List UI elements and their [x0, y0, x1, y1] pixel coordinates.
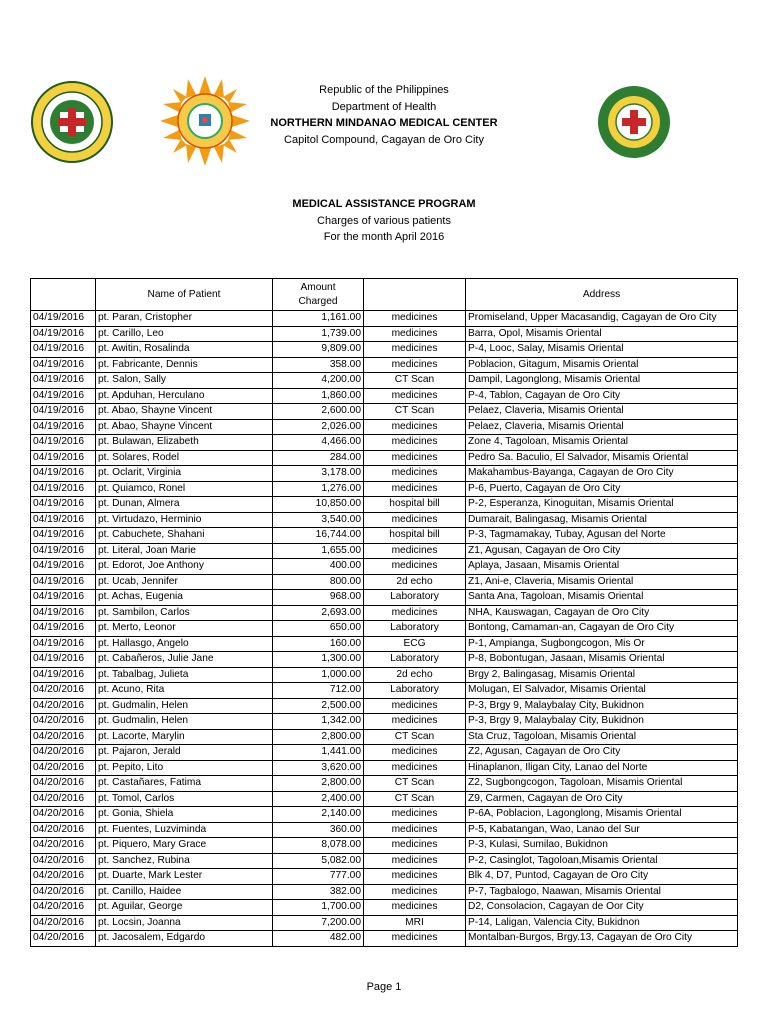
cell-address: Bontong, Camaman-an, Cagayan de Oro City — [466, 621, 738, 637]
cell-address: P-3, Brgy 9, Malaybalay City, Bukidnon — [466, 698, 738, 714]
cell-address: Promiseland, Upper Macasandig, Cagayan de Oro City — [466, 311, 738, 327]
cell-date: 04/20/2016 — [31, 807, 96, 823]
cell-amount: 9,809.00 — [273, 342, 364, 358]
cell-charge-type: medicines — [364, 342, 466, 358]
table-row — [31, 652, 738, 668]
cell-amount: 650.00 — [273, 621, 364, 637]
cell-charge-type: Laboratory — [364, 683, 466, 699]
table-row — [31, 543, 738, 559]
cell-charge-type: CT Scan — [364, 776, 466, 792]
program-header — [0, 196, 768, 246]
cell-amount: 382.00 — [273, 884, 364, 900]
cell-date: 04/20/2016 — [31, 900, 96, 916]
cell-charge-type: CT Scan — [364, 791, 466, 807]
cell-patient-name: pt. Acuno, Rita — [96, 683, 273, 699]
cell-patient-name: pt. Apduhan, Herculano — [96, 388, 273, 404]
cell-amount: 777.00 — [273, 869, 364, 885]
cell-patient-name: pt. Cabañeros, Julie Jane — [96, 652, 273, 668]
cell-amount: 2,800.00 — [273, 776, 364, 792]
cell-charge-type: medicines — [364, 481, 466, 497]
table-row — [31, 822, 738, 838]
cell-date: 04/20/2016 — [31, 822, 96, 838]
table-row — [31, 419, 738, 435]
cell-amount: 2,800.00 — [273, 729, 364, 745]
cell-patient-name: pt. Jacosalem, Edgardo — [96, 931, 273, 947]
cell-patient-name: pt. Fuentes, Luzviminda — [96, 822, 273, 838]
cell-charge-type: medicines — [364, 326, 466, 342]
cell-patient-name: pt. Gonia, Shiela — [96, 807, 273, 823]
cell-patient-name: pt. Bulawan, Elizabeth — [96, 435, 273, 451]
cell-amount: 2,600.00 — [273, 404, 364, 420]
cell-amount: 3,540.00 — [273, 512, 364, 528]
cell-date: 04/19/2016 — [31, 404, 96, 420]
cell-patient-name: pt. Castañares, Fatima — [96, 776, 273, 792]
cell-patient-name: pt. Piquero, Mary Grace — [96, 838, 273, 854]
cell-date: 04/20/2016 — [31, 683, 96, 699]
cell-charge-type: medicines — [364, 884, 466, 900]
cell-patient-name: pt. Abao, Shayne Vincent — [96, 404, 273, 420]
cell-charge-type: hospital bill — [364, 497, 466, 513]
cell-charge-type: medicines — [364, 559, 466, 575]
cell-charge-type: medicines — [364, 807, 466, 823]
cell-patient-name: pt. Sanchez, Rubina — [96, 853, 273, 869]
cell-address: P-14, Laligan, Valencia City, Bukidnon — [466, 915, 738, 931]
table-row — [31, 435, 738, 451]
cell-amount: 2,693.00 — [273, 605, 364, 621]
charges-table — [30, 278, 738, 947]
cell-amount: 1,161.00 — [273, 311, 364, 327]
cell-charge-type: medicines — [364, 450, 466, 466]
table-row — [31, 590, 738, 606]
table-row — [31, 931, 738, 947]
table-row — [31, 869, 738, 885]
program-subtitle: Charges of various patients — [317, 214, 451, 227]
cell-date: 04/19/2016 — [31, 667, 96, 683]
table-row — [31, 900, 738, 916]
cell-amount: 1,655.00 — [273, 543, 364, 559]
cell-amount: 2,140.00 — [273, 807, 364, 823]
cell-date: 04/20/2016 — [31, 869, 96, 885]
cell-amount: 4,466.00 — [273, 435, 364, 451]
cell-patient-name: pt. Canillo, Haidee — [96, 884, 273, 900]
cell-amount: 1,000.00 — [273, 667, 364, 683]
cell-amount: 360.00 — [273, 822, 364, 838]
cell-amount: 5,082.00 — [273, 853, 364, 869]
cell-charge-type: medicines — [364, 311, 466, 327]
cell-amount: 10,850.00 — [273, 497, 364, 513]
cell-address: Santa Ana, Tagoloan, Misamis Oriental — [466, 590, 738, 606]
program-title: MEDICAL ASSISTANCE PROGRAM — [292, 198, 476, 210]
cell-address: P-2, Esperanza, Kinoguitan, Misamis Oriental — [466, 497, 738, 513]
cell-patient-name: pt. Pajaron, Jerald — [96, 745, 273, 761]
cell-patient-name: pt. Edorot, Joe Anthony — [96, 559, 273, 575]
cell-patient-name: pt. Solares, Rodel — [96, 450, 273, 466]
cell-patient-name: pt. Virtudazo, Herminio — [96, 512, 273, 528]
cell-patient-name: pt. Fabricante, Dennis — [96, 357, 273, 373]
cell-amount: 1,700.00 — [273, 900, 364, 916]
cell-address: Montalban-Burgos, Brgy.13, Cagayan de Oro City — [466, 931, 738, 947]
table-row — [31, 915, 738, 931]
cell-date: 04/19/2016 — [31, 450, 96, 466]
table-row — [31, 636, 738, 652]
cell-date: 04/20/2016 — [31, 791, 96, 807]
cell-charge-type: CT Scan — [364, 373, 466, 389]
cell-date: 04/20/2016 — [31, 915, 96, 931]
cell-charge-type: 2d echo — [364, 574, 466, 590]
cell-date: 04/20/2016 — [31, 714, 96, 730]
cell-address: Z1, Ani-e, Claveria, Misamis Oriental — [466, 574, 738, 590]
cell-amount: 968.00 — [273, 590, 364, 606]
cell-address: Z9, Carmen, Cagayan de Oro City — [466, 791, 738, 807]
cell-amount: 1,441.00 — [273, 745, 364, 761]
cell-patient-name: pt. Cabuchete, Shahani — [96, 528, 273, 544]
cell-date: 04/20/2016 — [31, 838, 96, 854]
program-period: For the month April 2016 — [323, 231, 445, 243]
cell-address: P-6, Puerto, Cagayan de Oro City — [466, 481, 738, 497]
table-body — [31, 311, 738, 947]
cell-date: 04/19/2016 — [31, 652, 96, 668]
cell-address: P-3, Tagmamakay, Tubay, Agusan del Norte — [466, 528, 738, 544]
cell-charge-type: medicines — [364, 512, 466, 528]
cell-date: 04/19/2016 — [31, 559, 96, 575]
table-row — [31, 466, 738, 482]
cell-amount: 1,860.00 — [273, 388, 364, 404]
table-row — [31, 776, 738, 792]
cell-patient-name: pt. Duarte, Mark Lester — [96, 869, 273, 885]
cell-amount: 160.00 — [273, 636, 364, 652]
cell-address: Barra, Opol, Misamis Oriental — [466, 326, 738, 342]
cell-patient-name: pt. Ucab, Jennifer — [96, 574, 273, 590]
cell-charge-type: medicines — [364, 900, 466, 916]
table-row — [31, 621, 738, 637]
cell-charge-type: CT Scan — [364, 404, 466, 420]
cell-amount: 2,500.00 — [273, 698, 364, 714]
cell-amount: 284.00 — [273, 450, 364, 466]
cell-date: 04/20/2016 — [31, 729, 96, 745]
header-line-address: Capitol Compound, Cagayan de Oro City — [284, 133, 484, 146]
table-row — [31, 714, 738, 730]
cell-patient-name: pt. Aguilar, George — [96, 900, 273, 916]
cell-address: Brgy 2, Balingasag, Misamis Oriental — [466, 667, 738, 683]
cell-address: Z1, Agusan, Cagayan de Oro City — [466, 543, 738, 559]
table-row — [31, 311, 738, 327]
cell-address: Dumarait, Balingasag, Misamis Oriental — [466, 512, 738, 528]
cell-charge-type: CT Scan — [364, 729, 466, 745]
cell-charge-type: medicines — [364, 869, 466, 885]
cell-charge-type: Laboratory — [364, 621, 466, 637]
cell-date: 04/19/2016 — [31, 574, 96, 590]
cell-address: Z2, Sugbongcogon, Tagoloan, Misamis Oriental — [466, 776, 738, 792]
cell-date: 04/19/2016 — [31, 373, 96, 389]
cell-address: Molugan, El Salvador, Misamis Oriental — [466, 683, 738, 699]
cell-patient-name: pt. Sambilon, Carlos — [96, 605, 273, 621]
header-line-republic: Republic of the Philippines — [319, 84, 449, 96]
cell-date: 04/19/2016 — [31, 419, 96, 435]
cell-charge-type: medicines — [364, 419, 466, 435]
table-row — [31, 559, 738, 575]
cell-address: P-3, Kulasi, Sumilao, Bukidnon — [466, 838, 738, 854]
cell-address: Pelaez, Claveria, Misamis Oriental — [466, 419, 738, 435]
cell-charge-type: medicines — [364, 466, 466, 482]
table-header-row — [31, 279, 738, 311]
cell-address: Blk 4, D7, Puntod, Cagayan de Oro City — [466, 869, 738, 885]
cell-charge-type: medicines — [364, 605, 466, 621]
cell-patient-name: pt. Gudmalin, Helen — [96, 714, 273, 730]
cell-charge-type: medicines — [364, 853, 466, 869]
cell-date: 04/20/2016 — [31, 745, 96, 761]
header-amount-line2: Charged — [298, 295, 338, 307]
table-row — [31, 807, 738, 823]
cell-date: 04/19/2016 — [31, 528, 96, 544]
cell-address: P-6A, Poblacion, Lagonglong, Misamis Oriental — [466, 807, 738, 823]
cell-date: 04/20/2016 — [31, 698, 96, 714]
cell-patient-name: pt. Achas, Eugenia — [96, 590, 273, 606]
cell-patient-name: pt. Merto, Leonor — [96, 621, 273, 637]
cell-amount: 3,178.00 — [273, 466, 364, 482]
header-line-department: Department of Health — [331, 100, 437, 113]
table-row — [31, 357, 738, 373]
cell-date: 04/19/2016 — [31, 621, 96, 637]
cell-amount: 1,342.00 — [273, 714, 364, 730]
cell-patient-name: pt. Carillo, Leo — [96, 326, 273, 342]
cell-date: 04/19/2016 — [31, 466, 96, 482]
table-row — [31, 729, 738, 745]
table-row — [31, 884, 738, 900]
cell-date: 04/19/2016 — [31, 342, 96, 358]
cell-address: NHA, Kauswagan, Cagayan de Oro City — [466, 605, 738, 621]
table-row — [31, 326, 738, 342]
table-row — [31, 342, 738, 358]
cell-amount: 16,744.00 — [273, 528, 364, 544]
table-row — [31, 605, 738, 621]
cell-patient-name: pt. Lacorte, Marylin — [96, 729, 273, 745]
cell-address: Zone 4, Tagoloan, Misamis Oriental — [466, 435, 738, 451]
header-name: Name of Patient — [96, 279, 273, 311]
cell-amount: 1,276.00 — [273, 481, 364, 497]
cell-patient-name: pt. Literal, Joan Marie — [96, 543, 273, 559]
cell-amount: 2,400.00 — [273, 791, 364, 807]
table-row — [31, 853, 738, 869]
cell-address: P-8, Bobontugan, Jasaan, Misamis Oriental — [466, 652, 738, 668]
table-row — [31, 512, 738, 528]
institution-header — [0, 82, 768, 148]
table-row — [31, 388, 738, 404]
cell-charge-type: ECG — [364, 636, 466, 652]
header-amount-line1: Amount — [300, 281, 336, 293]
table-row — [31, 497, 738, 513]
cell-address: Hinaplanon, Iligan City, Lanao del Norte — [466, 760, 738, 776]
cell-address: P-5, Kabatangan, Wao, Lanao del Sur — [466, 822, 738, 838]
cell-amount: 1,739.00 — [273, 326, 364, 342]
cell-charge-type: medicines — [364, 435, 466, 451]
cell-charge-type: medicines — [364, 357, 466, 373]
cell-date: 04/19/2016 — [31, 543, 96, 559]
cell-address: Makahambus-Bayanga, Cagayan de Oro City — [466, 466, 738, 482]
table-row — [31, 791, 738, 807]
header-address: Address — [466, 279, 738, 311]
table-row — [31, 481, 738, 497]
cell-address: P-1, Ampianga, Sugbongcogon, Mis Or — [466, 636, 738, 652]
cell-amount: 800.00 — [273, 574, 364, 590]
cell-address: Sta Cruz, Tagoloan, Misamis Oriental — [466, 729, 738, 745]
page-number: Page 1 — [366, 981, 402, 993]
cell-charge-type: medicines — [364, 838, 466, 854]
cell-address: P-4, Tablon, Cagayan de Oro City — [466, 388, 738, 404]
header-amount — [273, 279, 364, 311]
cell-address: Pedro Sa. Baculio, El Salvador, Misamis Oriental — [466, 450, 738, 466]
cell-patient-name: pt. Salon, Sally — [96, 373, 273, 389]
cell-charge-type: medicines — [364, 822, 466, 838]
cell-address: P-4, Looc, Salay, Misamis Oriental — [466, 342, 738, 358]
cell-address: Z2, Agusan, Cagayan de Oro City — [466, 745, 738, 761]
table-row — [31, 574, 738, 590]
table-row — [31, 683, 738, 699]
cell-address: D2, Consolacion, Cagayan de Oor City — [466, 900, 738, 916]
cell-amount: 8,078.00 — [273, 838, 364, 854]
table-row — [31, 745, 738, 761]
cell-charge-type: medicines — [364, 698, 466, 714]
cell-charge-type: 2d echo — [364, 667, 466, 683]
table-row — [31, 698, 738, 714]
cell-address: Poblacion, Gitagum, Misamis Oriental — [466, 357, 738, 373]
cell-patient-name: pt. Tomol, Carlos — [96, 791, 273, 807]
cell-date: 04/19/2016 — [31, 481, 96, 497]
cell-patient-name: pt. Tabalbag, Julieta — [96, 667, 273, 683]
cell-address: P-7, Tagbalogo, Naawan, Misamis Oriental — [466, 884, 738, 900]
cell-amount: 400.00 — [273, 559, 364, 575]
cell-date: 04/19/2016 — [31, 357, 96, 373]
cell-date: 04/20/2016 — [31, 931, 96, 947]
cell-date: 04/19/2016 — [31, 636, 96, 652]
cell-date: 04/19/2016 — [31, 388, 96, 404]
cell-patient-name: pt. Awitin, Rosalinda — [96, 342, 273, 358]
table-row — [31, 450, 738, 466]
cell-patient-name: pt. Abao, Shayne Vincent — [96, 419, 273, 435]
table-row — [31, 838, 738, 854]
cell-amount: 712.00 — [273, 683, 364, 699]
cell-patient-name: pt. Oclarit, Virginia — [96, 466, 273, 482]
cell-date: 04/19/2016 — [31, 605, 96, 621]
cell-patient-name: pt. Locsin, Joanna — [96, 915, 273, 931]
cell-address: P-3, Brgy 9, Malaybalay City, Bukidnon — [466, 714, 738, 730]
cell-date: 04/19/2016 — [31, 435, 96, 451]
cell-patient-name: pt. Hallasgo, Angelo — [96, 636, 273, 652]
cell-amount: 7,200.00 — [273, 915, 364, 931]
cell-address: Pelaez, Claveria, Misamis Oriental — [466, 404, 738, 420]
cell-date: 04/19/2016 — [31, 311, 96, 327]
cell-patient-name: pt. Paran, Cristopher — [96, 311, 273, 327]
cell-date: 04/20/2016 — [31, 760, 96, 776]
cell-patient-name: pt. Dunan, Almera — [96, 497, 273, 513]
cell-charge-type: medicines — [364, 931, 466, 947]
cell-date: 04/20/2016 — [31, 884, 96, 900]
table-row — [31, 760, 738, 776]
cell-address: P-2, Casinglot, Tagoloan,Misamis Oriental — [466, 853, 738, 869]
cell-date: 04/20/2016 — [31, 776, 96, 792]
cell-date: 04/19/2016 — [31, 512, 96, 528]
cell-amount: 358.00 — [273, 357, 364, 373]
cell-date: 04/19/2016 — [31, 497, 96, 513]
header-line-hospital: NORTHERN MINDANAO MEDICAL CENTER — [270, 117, 498, 129]
table-row — [31, 667, 738, 683]
cell-amount: 482.00 — [273, 931, 364, 947]
cell-address: Dampil, Lagonglong, Misamis Oriental — [466, 373, 738, 389]
cell-date: 04/20/2016 — [31, 853, 96, 869]
table-row — [31, 404, 738, 420]
cell-charge-type: MRI — [364, 915, 466, 931]
cell-amount: 4,200.00 — [273, 373, 364, 389]
table-row — [31, 373, 738, 389]
cell-charge-type: medicines — [364, 745, 466, 761]
cell-charge-type: medicines — [364, 714, 466, 730]
cell-charge-type: medicines — [364, 388, 466, 404]
table-row — [31, 528, 738, 544]
cell-charge-type: medicines — [364, 760, 466, 776]
cell-amount: 1,300.00 — [273, 652, 364, 668]
cell-patient-name: pt. Pepito, Lito — [96, 760, 273, 776]
cell-patient-name: pt. Gudmalin, Helen — [96, 698, 273, 714]
cell-charge-type: medicines — [364, 543, 466, 559]
cell-charge-type: hospital bill — [364, 528, 466, 544]
header-date — [31, 279, 96, 311]
cell-amount: 3,620.00 — [273, 760, 364, 776]
cell-date: 04/19/2016 — [31, 326, 96, 342]
cell-charge-type: Laboratory — [364, 590, 466, 606]
cell-amount: 2,026.00 — [273, 419, 364, 435]
header-item — [364, 279, 466, 311]
cell-patient-name: pt. Quiamco, Ronel — [96, 481, 273, 497]
cell-date: 04/19/2016 — [31, 590, 96, 606]
cell-address: Aplaya, Jasaan, Misamis Oriental — [466, 559, 738, 575]
cell-charge-type: Laboratory — [364, 652, 466, 668]
